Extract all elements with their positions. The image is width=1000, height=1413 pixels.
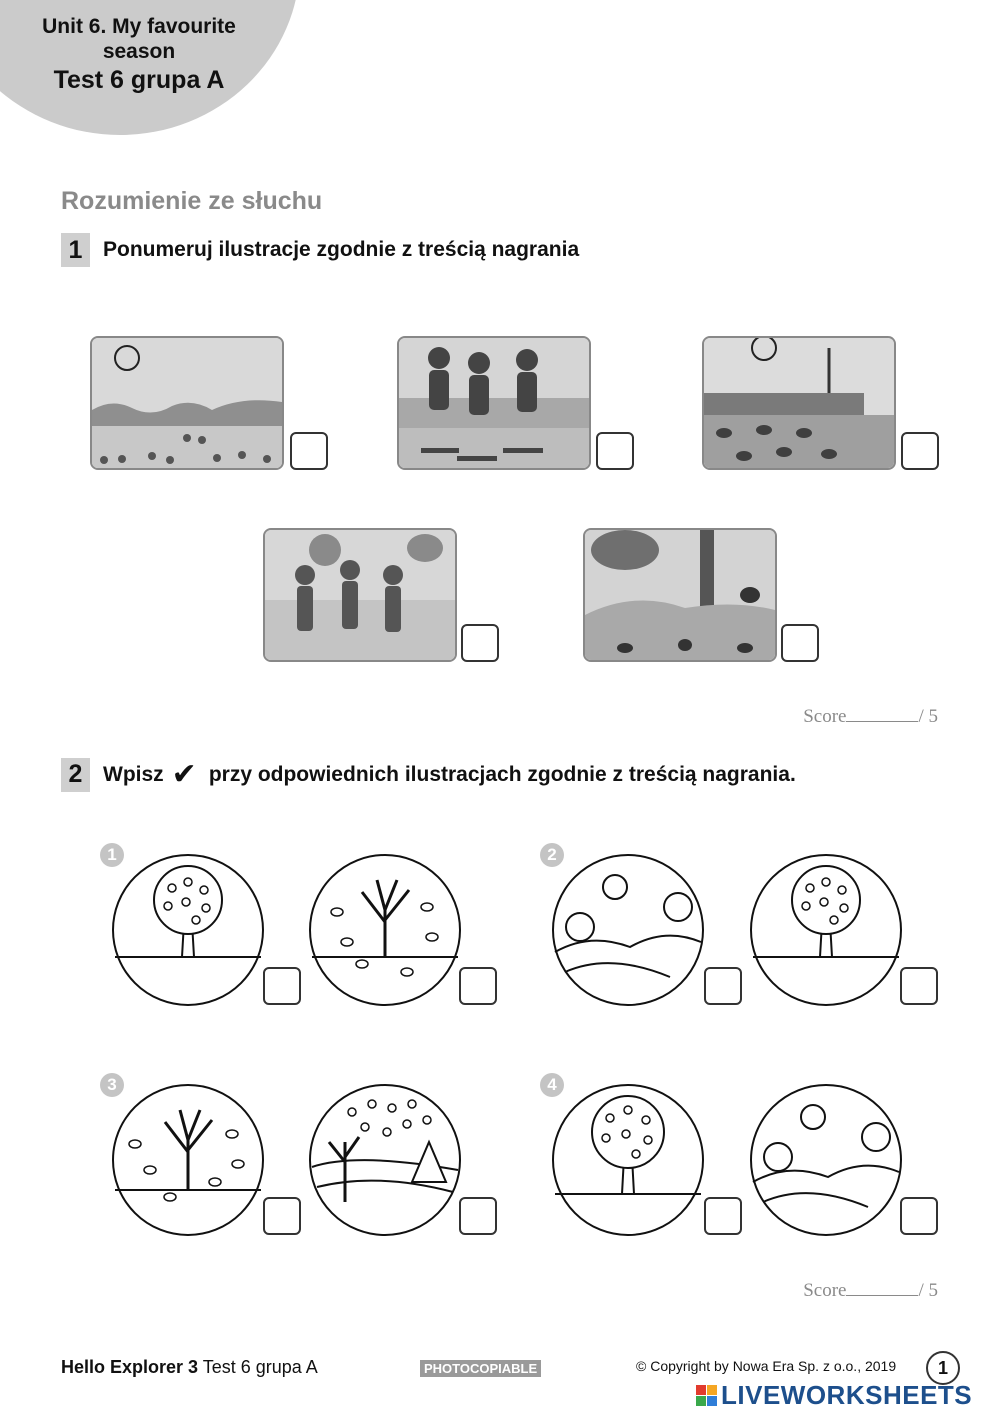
answer-box-t1-2[interactable] [596,432,634,470]
circle-autumn-tree [307,852,463,1008]
unit-title-line2: season [102,40,176,63]
test-title: Test 6 grupa A [53,66,225,94]
answer-box-t2-3a[interactable] [263,1197,301,1235]
task2-number: 2 [61,758,90,792]
task2-instruction-end: przy odpowiednich ilustracjach zgodnie z treścią nagrania. [208,762,796,786]
task2-score-blank[interactable] [846,1281,918,1296]
header-title [0,14,278,95]
task2-score [803,1280,938,1302]
answer-box-t2-4b[interactable] [900,1197,938,1235]
answer-box-t2-1a[interactable] [263,967,301,1005]
task1-instruction: Ponumeruj ilustracje zgodnie z treścią nagrania [103,238,580,261]
picture-garden [702,336,896,470]
photocopiable-badge: PHOTOCOPIABLE [420,1360,541,1377]
circle-blossom-tree [550,1082,706,1238]
picture-meadow [90,336,284,470]
liveworksheets-logo [696,1380,972,1411]
check-icon: ✔ [171,758,197,791]
section-title: Rozumienie ze słuchu [61,187,323,215]
group-badge-4: 4 [540,1073,564,1097]
task1-heading [61,233,579,267]
footer-test-name: Test 6 grupa A [198,1357,318,1377]
answer-box-t1-4[interactable] [461,624,499,662]
unit-title-line1: Unit 6. My favourite [42,15,236,38]
answer-box-t1-5[interactable] [781,624,819,662]
circle-sunny-landscape [550,852,706,1008]
circle-blossom-tree [748,852,904,1008]
liveworksheets-logo-text: LIVEWORKSHEETS [721,1380,973,1410]
circle-blossom-tree [110,852,266,1008]
picture-forest-animals [583,528,777,662]
circle-sunny-landscape [748,1082,904,1238]
task1-number: 1 [61,233,90,267]
answer-box-t1-3[interactable] [901,432,939,470]
answer-box-t2-2b[interactable] [900,967,938,1005]
copyright-text: © Copyright by Nowa Era Sp. z o.o., 2019 [636,1358,897,1374]
circle-autumn-tree [110,1082,266,1238]
group-badge-3: 3 [100,1073,124,1097]
circle-winter-landscape [307,1082,463,1238]
answer-box-t2-4a[interactable] [704,1197,742,1235]
page-number: 1 [926,1351,960,1385]
picture-children [263,528,457,662]
task1-score [803,706,938,728]
task1-score-label: Score [803,706,847,727]
answer-box-t2-3b[interactable] [459,1197,497,1235]
group-badge-2: 2 [540,843,564,867]
answer-box-t1-1[interactable] [290,432,328,470]
liveworksheets-logo-icon [696,1385,717,1406]
task2-score-max: / 5 [918,1280,938,1301]
task2-score-label: Score [803,1280,847,1301]
picture-skateboarders [397,336,591,470]
task2-heading [61,757,796,792]
answer-box-t2-2a[interactable] [704,967,742,1005]
task2-instruction-start: Wpisz [103,762,164,786]
task1-score-blank[interactable] [846,707,918,722]
task1-score-max: / 5 [918,706,938,727]
group-badge-1: 1 [100,843,124,867]
footer-book-name: Hello Explorer 3 [61,1357,199,1377]
answer-box-t2-1b[interactable] [459,967,497,1005]
footer-book-title [61,1357,318,1378]
